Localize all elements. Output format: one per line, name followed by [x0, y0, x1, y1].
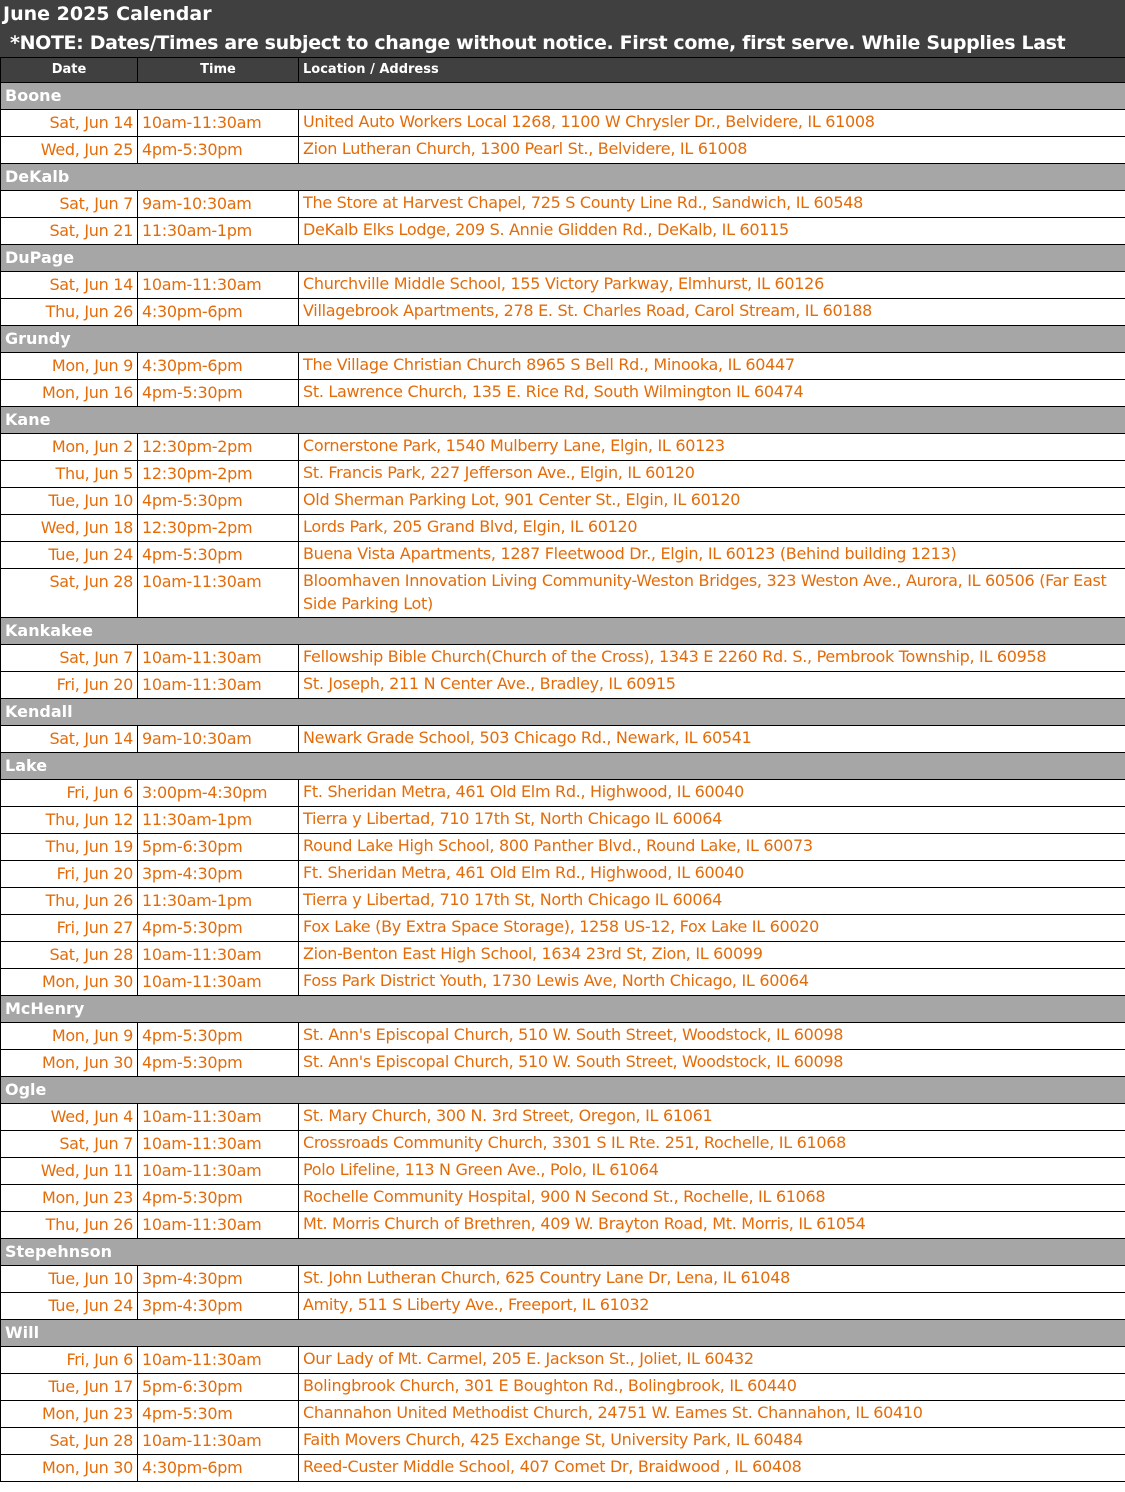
county-name: Ogle: [1, 1077, 1125, 1104]
event-time: 3pm-4:30pm: [138, 1266, 299, 1293]
calendar-header: [0, 0, 1125, 57]
event-location: Rochelle Community Hospital, 900 N Second St., Rochelle, IL 61068: [299, 1185, 1125, 1212]
event-time: 10am-11:30am: [138, 1428, 299, 1455]
county-name: Stepehnson: [1, 1239, 1125, 1266]
event-date: Thu, Jun 26: [1, 888, 138, 915]
county-row: [1, 699, 1125, 726]
event-location: DeKalb Elks Lodge, 209 S. Annie Glidden Rd., DeKalb, IL 60115: [299, 218, 1125, 245]
event-row: [1, 807, 1125, 834]
county-row: [1, 1077, 1125, 1104]
event-time: 4pm-5:30pm: [138, 1023, 299, 1050]
event-time: 10am-11:30am: [138, 645, 299, 672]
event-time: 5pm-6:30pm: [138, 1374, 299, 1401]
county-name: Grundy: [1, 326, 1125, 353]
event-date: Thu, Jun 12: [1, 807, 138, 834]
column-header-date: Date: [1, 58, 138, 83]
county-name: Kankakee: [1, 618, 1125, 645]
event-location: St. Lawrence Church, 135 E. Rice Rd, South Wilmington IL 60474: [299, 380, 1125, 407]
county-name: DuPage: [1, 245, 1125, 272]
event-date: Fri, Jun 20: [1, 861, 138, 888]
page-title: June 2025 Calendar: [3, 3, 212, 25]
event-time: 10am-11:30am: [138, 272, 299, 299]
event-location: Round Lake High School, 800 Panther Blvd., Round Lake, IL 60073: [299, 834, 1125, 861]
event-row: [1, 1293, 1125, 1320]
event-time: 9am-10:30am: [138, 191, 299, 218]
event-location: Polo Lifeline, 113 N Green Ave., Polo, IL 61064: [299, 1158, 1125, 1185]
event-time: 10am-11:30am: [138, 672, 299, 699]
event-location: St. Ann's Episcopal Church, 510 W. South Street, Woodstock, IL 60098: [299, 1023, 1125, 1050]
event-date: Thu, Jun 19: [1, 834, 138, 861]
event-date: Mon, Jun 16: [1, 380, 138, 407]
event-date: Wed, Jun 11: [1, 1158, 138, 1185]
event-location: Foss Park District Youth, 1730 Lewis Ave, North Chicago, IL 60064: [299, 969, 1125, 996]
event-date: Sat, Jun 7: [1, 645, 138, 672]
event-row: [1, 861, 1125, 888]
event-time: 10am-11:30am: [138, 569, 299, 618]
column-header-time: Time: [138, 58, 299, 83]
event-location: St. Ann's Episcopal Church, 510 W. South Street, Woodstock, IL 60098: [299, 1050, 1125, 1077]
event-time: 4pm-5:30pm: [138, 488, 299, 515]
event-location: Lords Park, 205 Grand Blvd, Elgin, IL 60120: [299, 515, 1125, 542]
event-location: Zion-Benton East High School, 1634 23rd St, Zion, IL 60099: [299, 942, 1125, 969]
event-row: [1, 380, 1125, 407]
event-location: Churchville Middle School, 155 Victory Parkway, Elmhurst, IL 60126: [299, 272, 1125, 299]
event-time: 3pm-4:30pm: [138, 861, 299, 888]
event-date: Sat, Jun 7: [1, 1131, 138, 1158]
event-row: [1, 434, 1125, 461]
event-location: Zion Lutheran Church, 1300 Pearl St., Belvidere, IL 61008: [299, 137, 1125, 164]
disclaimer-note: *NOTE: Dates/Times are subject to change without notice. First come, first serve. While Supplies Last: [10, 32, 1066, 54]
event-time: 10am-11:30am: [138, 969, 299, 996]
event-date: Thu, Jun 5: [1, 461, 138, 488]
event-date: Sat, Jun 14: [1, 110, 138, 137]
event-location: St. Mary Church, 300 N. 3rd Street, Oregon, IL 61061: [299, 1104, 1125, 1131]
event-date: Sat, Jun 28: [1, 1428, 138, 1455]
event-row: [1, 542, 1125, 569]
county-name: DeKalb: [1, 164, 1125, 191]
event-row: [1, 1104, 1125, 1131]
event-location: Fellowship Bible Church(Church of the Cross), 1343 E 2260 Rd. S., Pembrook Township, IL 60958: [299, 645, 1125, 672]
event-time: 3pm-4:30pm: [138, 1293, 299, 1320]
event-time: 11:30am-1pm: [138, 807, 299, 834]
event-location: Ft. Sheridan Metra, 461 Old Elm Rd., Highwood, IL 60040: [299, 780, 1125, 807]
county-row: [1, 326, 1125, 353]
event-time: 9am-10:30am: [138, 726, 299, 753]
event-time: 10am-11:30am: [138, 110, 299, 137]
event-row: [1, 1158, 1125, 1185]
event-location: Crossroads Community Church, 3301 S IL Rte. 251, Rochelle, IL 61068: [299, 1131, 1125, 1158]
event-time: 10am-11:30am: [138, 942, 299, 969]
event-row: [1, 1401, 1125, 1428]
event-row: [1, 353, 1125, 380]
event-location: United Auto Workers Local 1268, 1100 W Chrysler Dr., Belvidere, IL 61008: [299, 110, 1125, 137]
event-location: Villagebrook Apartments, 278 E. St. Charles Road, Carol Stream, IL 60188: [299, 299, 1125, 326]
event-row: [1, 218, 1125, 245]
event-time: 10am-11:30am: [138, 1347, 299, 1374]
column-header-location: Location / Address: [299, 58, 1125, 83]
event-row: [1, 1266, 1125, 1293]
event-location: Cornerstone Park, 1540 Mulberry Lane, Elgin, IL 60123: [299, 434, 1125, 461]
event-date: Mon, Jun 30: [1, 969, 138, 996]
county-row: [1, 1320, 1125, 1347]
event-location: The Store at Harvest Chapel, 725 S County Line Rd., Sandwich, IL 60548: [299, 191, 1125, 218]
event-location: Channahon United Methodist Church, 24751 W. Eames St. Channahon, IL 60410: [299, 1401, 1125, 1428]
event-time: 10am-11:30am: [138, 1158, 299, 1185]
event-date: Mon, Jun 23: [1, 1401, 138, 1428]
event-date: Tue, Jun 24: [1, 542, 138, 569]
event-row: [1, 569, 1125, 618]
event-location: Fox Lake (By Extra Space Storage), 1258 US-12, Fox Lake IL 60020: [299, 915, 1125, 942]
event-date: Fri, Jun 6: [1, 1347, 138, 1374]
event-date: Tue, Jun 24: [1, 1293, 138, 1320]
calendar-body: [1, 83, 1125, 1482]
event-location: St. Francis Park, 227 Jefferson Ave., Elgin, IL 60120: [299, 461, 1125, 488]
event-row: [1, 915, 1125, 942]
event-row: [1, 1050, 1125, 1077]
event-row: [1, 299, 1125, 326]
event-time: 4:30pm-6pm: [138, 299, 299, 326]
event-time: 4:30pm-6pm: [138, 353, 299, 380]
event-location: The Village Christian Church 8965 S Bell Rd., Minooka, IL 60447: [299, 353, 1125, 380]
event-row: [1, 272, 1125, 299]
event-location: Our Lady of Mt. Carmel, 205 E. Jackson St., Joliet, IL 60432: [299, 1347, 1125, 1374]
event-row: [1, 645, 1125, 672]
event-date: Sat, Jun 28: [1, 942, 138, 969]
county-name: Kendall: [1, 699, 1125, 726]
event-time: 4pm-5:30pm: [138, 915, 299, 942]
event-date: Mon, Jun 30: [1, 1050, 138, 1077]
event-row: [1, 726, 1125, 753]
event-date: Thu, Jun 26: [1, 299, 138, 326]
county-row: [1, 618, 1125, 645]
event-row: [1, 1347, 1125, 1374]
event-row: [1, 780, 1125, 807]
event-row: [1, 461, 1125, 488]
event-date: Sat, Jun 21: [1, 218, 138, 245]
county-row: [1, 164, 1125, 191]
county-name: Boone: [1, 83, 1125, 110]
event-date: Tue, Jun 10: [1, 1266, 138, 1293]
county-name: Lake: [1, 753, 1125, 780]
event-location: Amity, 511 S Liberty Ave., Freeport, IL 61032: [299, 1293, 1125, 1320]
event-date: Fri, Jun 20: [1, 672, 138, 699]
event-location: Mt. Morris Church of Brethren, 409 W. Brayton Road, Mt. Morris, IL 61054: [299, 1212, 1125, 1239]
event-date: Mon, Jun 23: [1, 1185, 138, 1212]
county-row: [1, 83, 1125, 110]
event-location: Newark Grade School, 503 Chicago Rd., Newark, IL 60541: [299, 726, 1125, 753]
event-row: [1, 1455, 1125, 1482]
event-time: 4pm-5:30pm: [138, 1185, 299, 1212]
event-row: [1, 942, 1125, 969]
event-row: [1, 888, 1125, 915]
event-date: Tue, Jun 17: [1, 1374, 138, 1401]
event-date: Mon, Jun 30: [1, 1455, 138, 1482]
column-header-row: [1, 58, 1125, 83]
event-time: 10am-11:30am: [138, 1212, 299, 1239]
event-date: Mon, Jun 9: [1, 1023, 138, 1050]
event-time: 4pm-5:30m: [138, 1401, 299, 1428]
event-time: 10am-11:30am: [138, 1104, 299, 1131]
county-name: McHenry: [1, 996, 1125, 1023]
event-row: [1, 137, 1125, 164]
event-date: Mon, Jun 9: [1, 353, 138, 380]
event-row: [1, 1374, 1125, 1401]
event-location: Bolingbrook Church, 301 E Boughton Rd., Bolingbrook, IL 60440: [299, 1374, 1125, 1401]
event-row: [1, 515, 1125, 542]
event-time: 11:30am-1pm: [138, 888, 299, 915]
event-date: Sat, Jun 7: [1, 191, 138, 218]
county-name: Will: [1, 1320, 1125, 1347]
county-row: [1, 1239, 1125, 1266]
event-row: [1, 1428, 1125, 1455]
event-location: Bloomhaven Innovation Living Community-Weston Bridges, 323 Weston Ave., Aurora, IL 60506 (Far East Side Parking Lot): [299, 569, 1125, 618]
event-date: Wed, Jun 25: [1, 137, 138, 164]
county-row: [1, 245, 1125, 272]
event-time: 12:30pm-2pm: [138, 461, 299, 488]
county-row: [1, 996, 1125, 1023]
event-row: [1, 1185, 1125, 1212]
event-date: Sat, Jun 14: [1, 726, 138, 753]
event-date: Fri, Jun 6: [1, 780, 138, 807]
county-name: Kane: [1, 407, 1125, 434]
event-time: 3:00pm-4:30pm: [138, 780, 299, 807]
event-date: Mon, Jun 2: [1, 434, 138, 461]
event-row: [1, 834, 1125, 861]
event-time: 4pm-5:30pm: [138, 542, 299, 569]
event-time: 12:30pm-2pm: [138, 434, 299, 461]
event-time: 4pm-5:30pm: [138, 1050, 299, 1077]
event-row: [1, 1131, 1125, 1158]
event-time: 4pm-5:30pm: [138, 137, 299, 164]
event-time: 12:30pm-2pm: [138, 515, 299, 542]
event-date: Thu, Jun 26: [1, 1212, 138, 1239]
event-location: Faith Movers Church, 425 Exchange St, University Park, IL 60484: [299, 1428, 1125, 1455]
event-location: St. Joseph, 211 N Center Ave., Bradley, IL 60915: [299, 672, 1125, 699]
event-row: [1, 969, 1125, 996]
event-date: Fri, Jun 27: [1, 915, 138, 942]
event-time: 10am-11:30am: [138, 1131, 299, 1158]
event-date: Sat, Jun 28: [1, 569, 138, 618]
event-date: Tue, Jun 10: [1, 488, 138, 515]
event-time: 4pm-5:30pm: [138, 380, 299, 407]
event-row: [1, 1023, 1125, 1050]
event-location: Old Sherman Parking Lot, 901 Center St., Elgin, IL 60120: [299, 488, 1125, 515]
event-location: St. John Lutheran Church, 625 Country Lane Dr, Lena, IL 61048: [299, 1266, 1125, 1293]
event-time: 11:30am-1pm: [138, 218, 299, 245]
event-location: Tierra y Libertad, 710 17th St, North Chicago IL 60064: [299, 888, 1125, 915]
event-location: Reed-Custer Middle School, 407 Comet Dr, Braidwood , IL 60408: [299, 1455, 1125, 1482]
event-row: [1, 488, 1125, 515]
event-date: Wed, Jun 4: [1, 1104, 138, 1131]
event-time: 4:30pm-6pm: [138, 1455, 299, 1482]
calendar-table: [0, 57, 1125, 1482]
event-location: Tierra y Libertad, 710 17th St, North Chicago IL 60064: [299, 807, 1125, 834]
event-time: 5pm-6:30pm: [138, 834, 299, 861]
event-row: [1, 1212, 1125, 1239]
event-row: [1, 110, 1125, 137]
event-row: [1, 191, 1125, 218]
event-location: Ft. Sheridan Metra, 461 Old Elm Rd., Highwood, IL 60040: [299, 861, 1125, 888]
county-row: [1, 753, 1125, 780]
event-date: Wed, Jun 18: [1, 515, 138, 542]
event-location: Buena Vista Apartments, 1287 Fleetwood Dr., Elgin, IL 60123 (Behind building 1213): [299, 542, 1125, 569]
event-row: [1, 672, 1125, 699]
county-row: [1, 407, 1125, 434]
event-date: Sat, Jun 14: [1, 272, 138, 299]
